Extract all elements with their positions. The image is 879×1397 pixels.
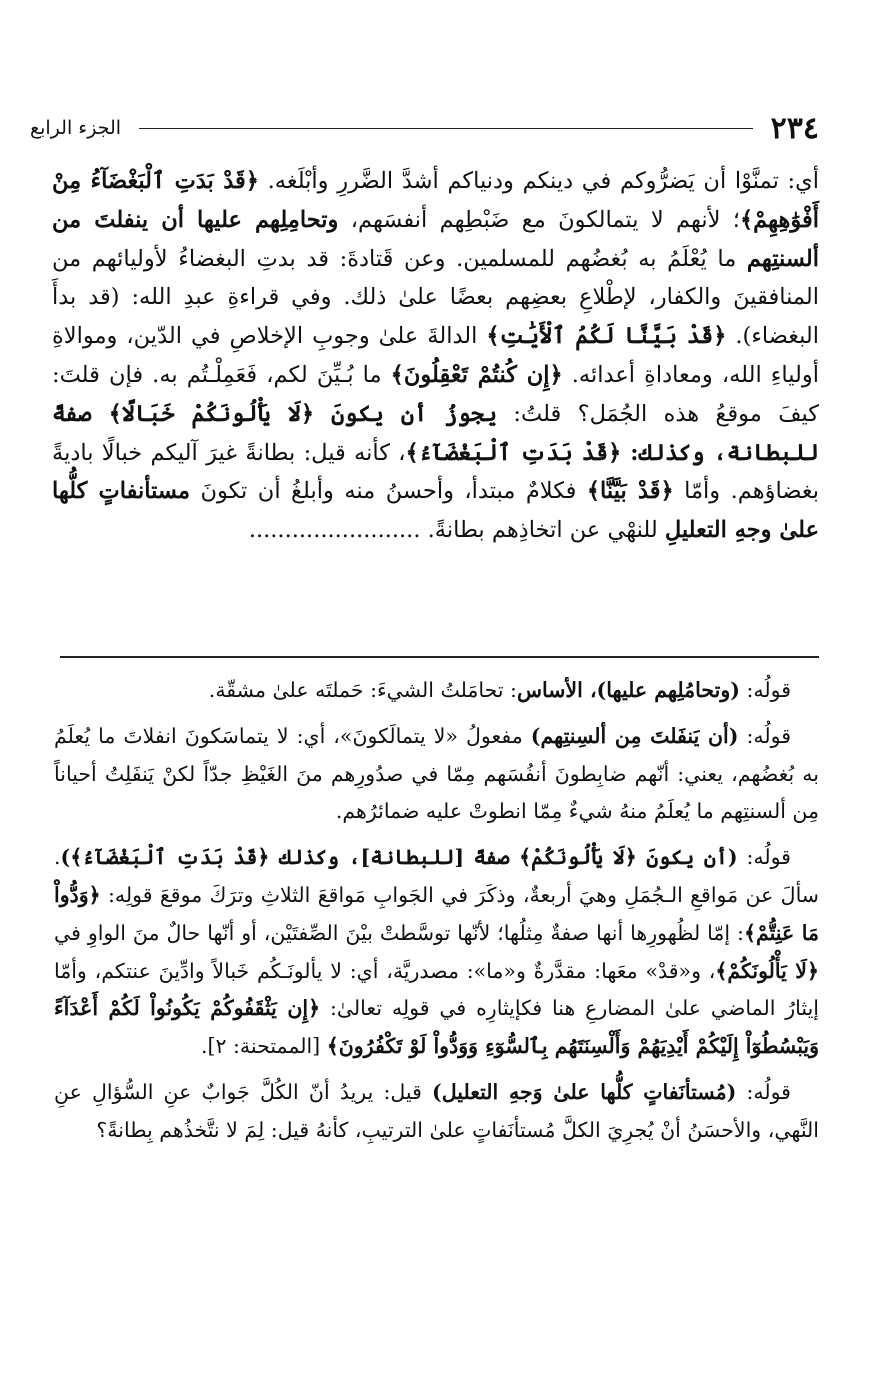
bold-phrase: مستأنفاتٍ كلُّها علىٰ وجهِ التعليلِ — [52, 478, 819, 544]
page-header — [30, 108, 819, 148]
text-segment: ، و«قدْ» معَها: مقدَّرةٌ و«ما»: مصدريَّة، أي: لا يألونَـكُم خَبالاً وادِّينَ عنتكم، وأمّا إيثارُ الماضي علىٰ المضارعِ هنا فكإيثارِه في قولِه تعالىٰ: — [54, 958, 819, 1021]
text-segment: ، كأنه قيل: بطانةً غيرَ آليكم خبالًا باديةً بغضاؤهم. وأمّا — [52, 439, 819, 505]
dotted-leader: ........................ — [248, 517, 421, 544]
text-segment: قيل: يريدُ أنّ الكُلَّ جَوابٌ عنِ السُّؤالِ عنِ النَّهي، والأحسَنُ أنْ يُجرِيَ الكلَّ مُستأنَفاتٍ علىٰ الترتيبِ، كأنهُ قيل: لِمَ لا نتَّخذُهم بِطانةً؟ — [54, 1079, 819, 1142]
text-segment: مفعولُ «لا يتمالَكونَ»، أي: لا يتماسَكونَ انفلاتَ ما يُعلَمُ به بُغضُهم، يعني: أنّهم ضابِطونَ أنفُسَهم مِمّا في صدُورِهم منَ الغَيْظِ جدّاً لكنْ يَنفَلِتُ أحياناً مِن ألسنتِهم ما يُعلَمُ منهُ شيءٌ مِمّا انطوتْ عليه ضمائرُهم. — [54, 723, 819, 824]
quran-quote: ﴿قَدْ بَيَّنَّا﴾ — [586, 478, 674, 505]
text-segment: فكلامٌ مبتدأ، وأحسنُ منه وأبلغُ أن تكونَ — [190, 478, 587, 505]
commentary-paragraph — [54, 718, 819, 831]
header-rule — [139, 128, 753, 129]
bold-phrase: وتحامِلِهم عليها أن ينفلتَ من ألسنتِهم — [52, 206, 819, 272]
quran-quote: ﴿لَا يَأْلُونَكُمْ﴾ — [715, 958, 819, 983]
text-segment: [الممتحنة: ٢]. — [200, 1034, 327, 1059]
bold-phrase: (وتحامُلِهم عليها)، الأساس — [516, 678, 740, 702]
page-number: ٢٣٤ — [770, 110, 819, 146]
text-segment: : إمّا لظُهورِها أنها صفةٌ مِثلُها؛ لأنّها توسَّطتْ بيْنَ الصِّفتَيْن، أو أنّها حالٌ منَ الواوِ في — [54, 920, 744, 945]
bold-phrase: (أن يكونَ ﴿لَا يَأْلُونَكُمْ﴾ صفةً [للبطانة]، وكذلك ﴿قَدْ بَدَتِ ٱلْبَغْضَآءُ﴾) — [60, 845, 738, 870]
text-segment: . سألَ عن مَواقعِ الـجُمَلِ وهيَ أربعةٌ، وذكَرَ في الجَوابِ مَواقعَ الثلاثِ وترَكَ موقعَ قولِه: — [54, 845, 819, 907]
text-segment: ما يُعْلَمُ به بُغضُهم للمسلمين. وعن قَتادةَ: قد بدتِ البغضاءُ لأوليائهم من المنافقينَ والكفار، لإطْلاعِ بعضِهم بعضًا علىٰ ذلك. وفي قراءةِ عبدِ الله: (قد بدأَ البغضاء). — [52, 245, 820, 350]
running-title: الجزء الرابع — [30, 117, 122, 139]
commentary-block — [54, 672, 819, 1158]
quran-quote: ﴿إِن يَثْقَفُوكُمْ يَكُونُواْ لَكُمْ أَعْدَآءً وَيَبْسُطُوٓاْ إِلَيْكُمْ أَيْدِيَهُمْ وَأَلْسِنَتَهُم بِٱلسُّوٓءِ وَوَدُّواْ لَوْ تَكْفُرُونَ﴾ — [54, 996, 819, 1059]
text-segment: للنهْي عن اتخاذِهم بطانةً. — [420, 517, 665, 544]
main-paragraph — [52, 162, 819, 550]
text-segment: قولُه: — [738, 723, 791, 748]
text-segment: قولُه: — [737, 845, 791, 870]
text-segment: الدالةَ علىٰ وجوبِ الإخلاصِ في الدّين، وموالاةِ أولياءِ الله، ومعاداةِ أعدائه. — [52, 323, 819, 388]
main-text-block — [52, 162, 819, 550]
bold-phrase: (أن يَنفَلتَ مِن ألسِنتِهم) — [530, 723, 739, 748]
quran-quote: ﴿قَدْ بَيَّنَّا لَكُمُ ٱلْأَيَٰتِ﴾ — [486, 323, 727, 350]
text-segment: قولُه: — [739, 678, 791, 702]
commentary-paragraph — [54, 839, 819, 1066]
text-segment: ؛ لأنهم لا يتمالكونَ مع ضَبْطِهم أنفسَهم، — [338, 206, 740, 233]
footnote-separator — [60, 656, 819, 658]
quran-quote: ﴿قَدْ بَدَتِ ٱلْبَغْضَآءُ مِنْ أَفْوَٰهِهِمْ﴾ — [52, 168, 819, 233]
bold-phrase: يجوزُ أن يكونَ — [331, 400, 498, 427]
text-segment: ما بُـيِّنَ لكم، فَعَمِلْـتُم به. فإن قلتَ: كيفَ موقعُ هذه الجُمَل؟ قلتُ: — [52, 361, 819, 427]
quran-quote: ﴿قَدْ بَدَتِ ٱلْبَغْضَآءُ﴾ — [405, 439, 631, 466]
text-segment: : تحامَلتُ الشيءَ: حَملتَه علىٰ مشقّة. — [208, 678, 517, 702]
bold-phrase: صفةً للبطانة، وكذلك: — [52, 400, 819, 466]
quran-quote: ﴿إِن كُنتُمْ تَعْقِلُونَ﴾ — [390, 361, 563, 388]
text-segment: قولُه: — [736, 1079, 791, 1104]
quran-quote: ﴿لَا يَأْلُونَكُمْ خَبَالًا﴾ — [91, 400, 332, 427]
commentary-paragraph — [54, 672, 819, 710]
bold-phrase: (مُستأنَفاتٍ كلُّها علىٰ وَجهِ التعليل) — [432, 1079, 737, 1104]
commentary-paragraph — [54, 1074, 819, 1150]
quran-quote: ﴿وَدُّواْ مَا عَنِتُّمْ﴾ — [54, 882, 819, 945]
text-segment: أي: تمنَّوْا أن يَضرُّوكم في دينكم ودنياكم أشدَّ الضَّررِ وأبْلَغه. — [258, 168, 819, 194]
